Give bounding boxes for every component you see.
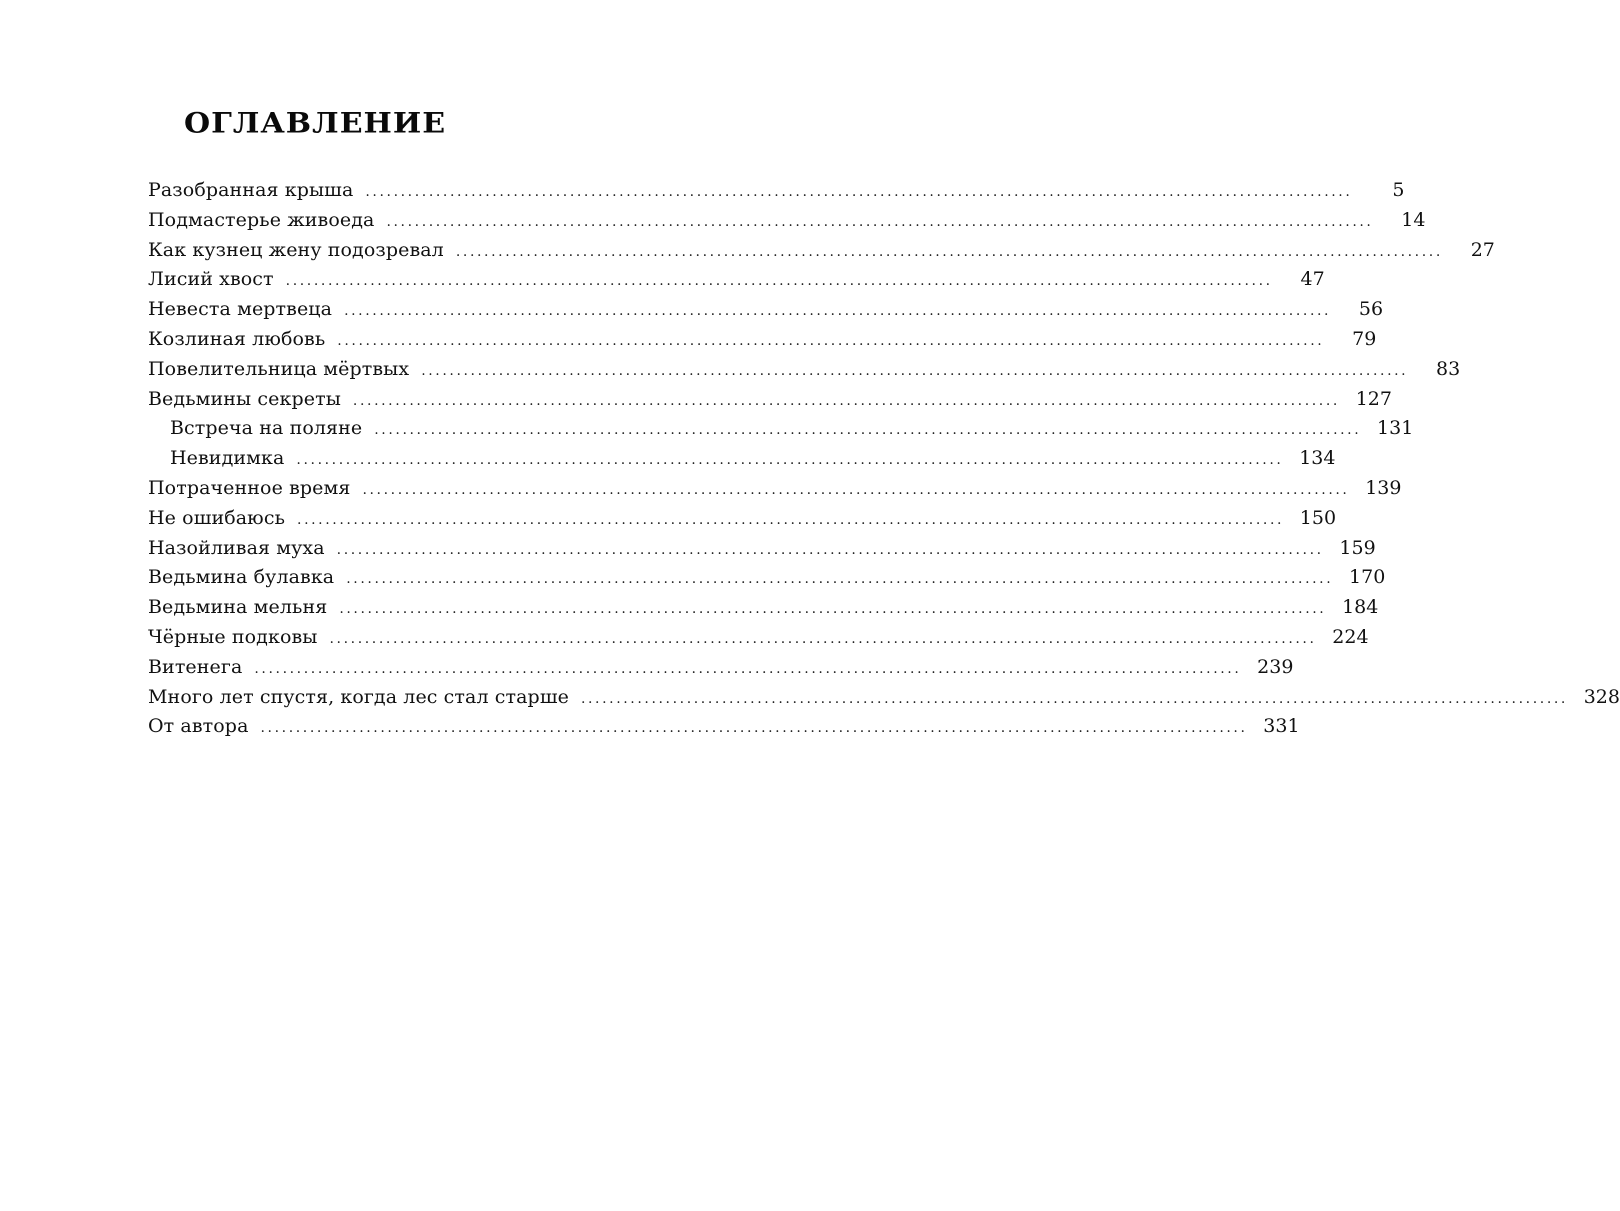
toc-entry-title: Козлиная любовь (148, 327, 326, 350)
toc-entry-page-number: 239 (1257, 655, 1294, 678)
dot-leader: ............................................................................................................................................ (580, 690, 1568, 707)
dot-leader: ............................................................................................................................................ (337, 332, 1325, 349)
toc-entry-title: Не ошибаюсь (148, 506, 286, 529)
toc-entry (148, 593, 1379, 623)
toc-entry-page-number: 83 (1436, 357, 1461, 380)
toc-entry-title: Потраченное время (148, 476, 351, 499)
dot-leader: ............................................................................................................................................ (339, 601, 1327, 618)
toc-entry-title: Невеста мертвеца (148, 298, 333, 321)
dot-leader: ............................................................................................................................................ (285, 273, 1273, 290)
dot-leader: ............................................................................................................................................ (365, 184, 1353, 200)
toc-entry-title: Ведьмина булавка (148, 566, 335, 589)
toc-entry-page-number: 56 (1358, 298, 1384, 321)
toc-entry (148, 534, 1376, 564)
toc-entry (148, 265, 1325, 295)
toc-entry (148, 683, 1620, 713)
toc-entry (148, 504, 1337, 534)
dot-leader: ............................................................................................................................................ (344, 303, 1332, 320)
toc-entry (148, 712, 1300, 742)
toc-entry (148, 176, 1405, 206)
dot-leader: ............................................................................................................................................ (352, 392, 1340, 409)
dot-leader: ............................................................................................................................................ (362, 481, 1350, 498)
toc-entry-page-number: 134 (1299, 447, 1336, 470)
toc-entry-title: Ведьмины секреты (148, 387, 341, 410)
toc-entry (148, 385, 1392, 415)
dot-leader: ............................................................................................................................................ (329, 630, 1317, 647)
dot-leader: ............................................................................................................................................ (296, 452, 1284, 469)
toc-entry (148, 206, 1426, 236)
dot-leader: ............................................................................................................................................ (260, 720, 1248, 737)
toc-entry-page-number: 27 (1470, 238, 1495, 261)
toc-entry (148, 295, 1384, 325)
dot-leader: ............................................................................................................................................ (455, 243, 1443, 260)
toc-entry-title: Разобранная крыша (148, 179, 354, 201)
toc-entry (148, 236, 1495, 266)
toc-entry-title: Как кузнец жену подозревал (148, 238, 444, 261)
toc-entry (148, 355, 1461, 385)
dot-leader: ............................................................................................................................................ (346, 571, 1334, 588)
dot-leader: ............................................................................................................................................ (297, 511, 1285, 528)
toc-entry-title: Ведьмина мельня (148, 596, 328, 619)
toc-entry-title: Повелительница мёртвых (148, 357, 410, 380)
toc-entry-page-number: 184 (1342, 596, 1379, 619)
toc-entry-page-number: 328 (1583, 685, 1620, 708)
table-of-contents (148, 176, 1620, 742)
toc-entry (148, 563, 1386, 593)
toc-entry-page-number: 131 (1377, 417, 1414, 440)
toc-entry-page-number: 224 (1332, 625, 1369, 648)
toc-entry (148, 623, 1369, 653)
toc-entry (148, 325, 1377, 355)
toc-entry (148, 474, 1402, 504)
toc-entry-page-number: 47 (1300, 268, 1325, 291)
toc-entry-page-number: 170 (1349, 566, 1386, 589)
toc-entry-title: Невидимка (170, 447, 285, 470)
toc-entry-title: Лисий хвост (148, 268, 274, 291)
toc-entry-page-number: 150 (1299, 506, 1337, 529)
toc-entry-title: Чёрные подковы (148, 625, 318, 648)
toc-entry-page-number: 331 (1263, 715, 1300, 738)
toc-entry-title: Встреча на поляне (170, 417, 363, 440)
toc-entry-page-number: 159 (1339, 536, 1376, 559)
toc-entry (148, 414, 1414, 444)
toc-entry-title: Назойливая муха (148, 536, 325, 559)
toc-heading: ОГЛАВЛЕНИЕ (184, 107, 447, 141)
toc-entry (148, 653, 1294, 683)
toc-entry-page-number: 14 (1401, 208, 1426, 231)
toc-entry-title: Подмастерье живоеда (148, 208, 375, 231)
toc-entry-title: Много лет спустя, когда лес стал старше (148, 685, 569, 708)
dot-leader: ............................................................................................................................................ (421, 362, 1409, 379)
toc-entry (148, 444, 1336, 474)
dot-leader: ............................................................................................................................................ (336, 541, 1324, 558)
toc-entry-page-number: 139 (1365, 476, 1402, 499)
toc-entry-page-number: 127 (1355, 387, 1392, 410)
dot-leader: ............................................................................................................................................ (374, 422, 1362, 439)
toc-entry-title: Витенега (148, 655, 243, 678)
toc-entry-title: От автора (148, 715, 249, 738)
toc-entry-page-number: 79 (1352, 327, 1377, 350)
toc-entry-page-number: 5 (1392, 179, 1405, 201)
dot-leader: ............................................................................................................................................ (386, 213, 1374, 230)
dot-leader: ............................................................................................................................................ (254, 660, 1242, 677)
